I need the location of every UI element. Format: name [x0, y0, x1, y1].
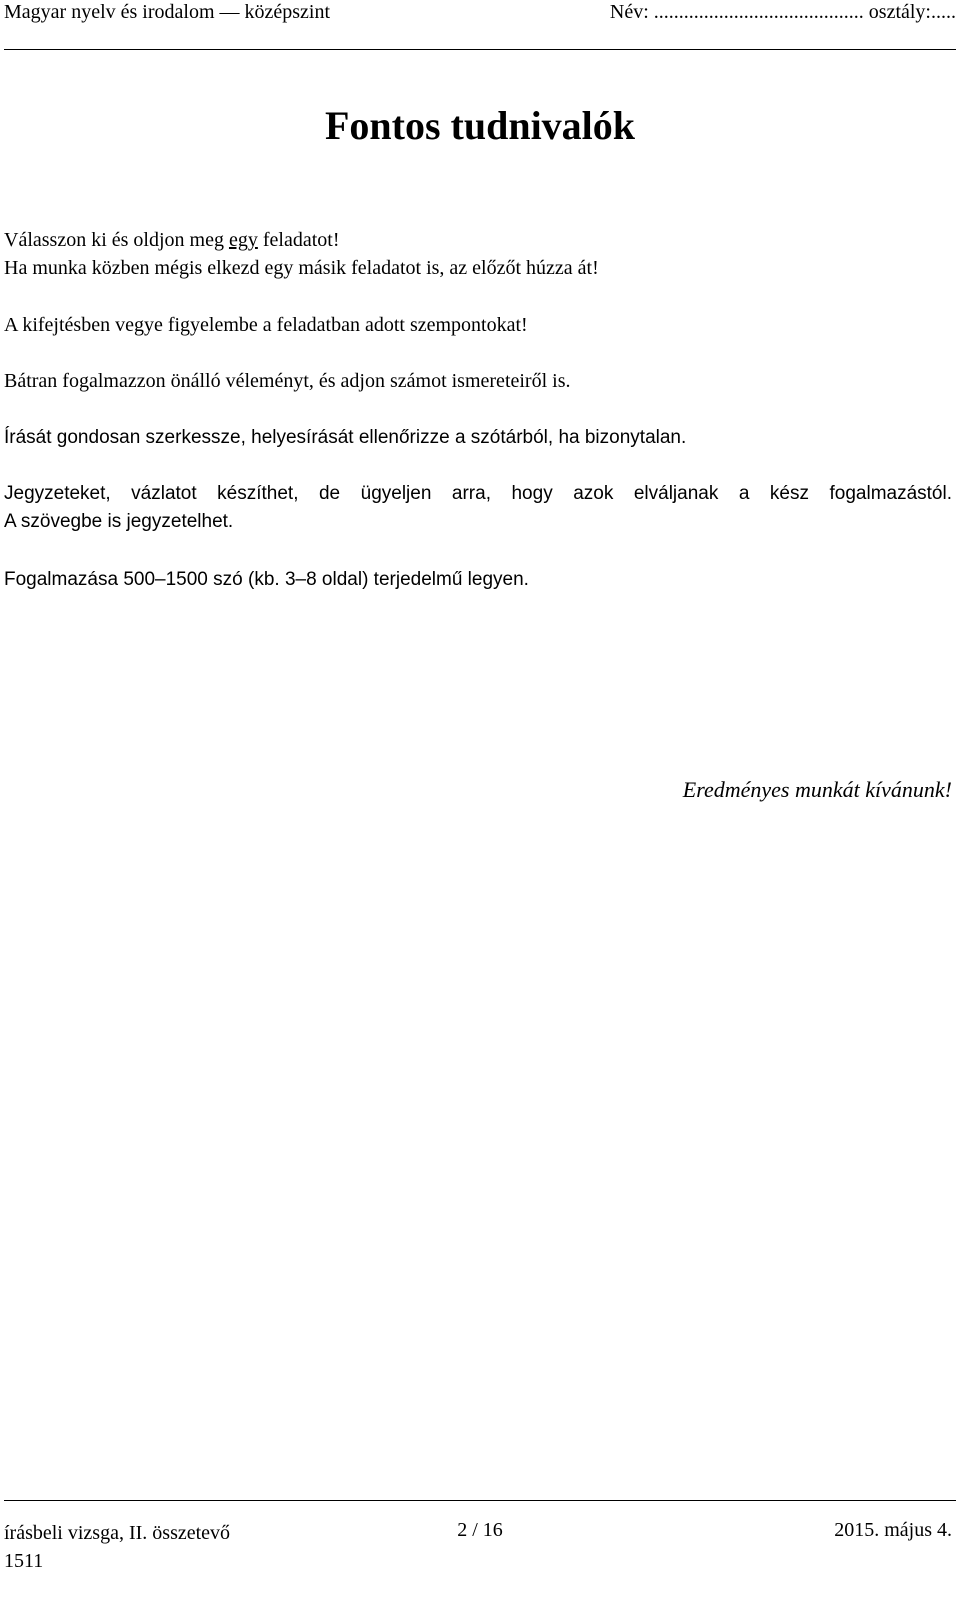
- instruction-line-7: Fogalmazása 500–1500 szó (kb. 3–8 oldal) terjedelmű legyen.: [4, 569, 529, 590]
- header-rule: [4, 49, 956, 50]
- instruction-block-1: [4, 226, 952, 282]
- instruction-line-4: Bátran fogalmazzon önálló véleményt, és adjon számot ismereteiről is.: [4, 370, 571, 392]
- instruction-line-1: Válasszon ki és oldjon meg egy feladatot!: [4, 229, 340, 251]
- footer-exam: írásbeli vizsga, II. összetevő: [4, 1522, 231, 1544]
- instruction-line-6b: A szövegbe is jegyzetelhet.: [4, 511, 234, 532]
- name-label: Név:: [609, 1, 649, 23]
- footer-page-number: 2 / 16: [457, 1519, 503, 1541]
- emphasis-egy: egy: [228, 229, 258, 251]
- instruction-line-6a: Jegyzeteket, vázlatot készíthet, de ügyeljen arra, hogy azok elváljanak a kész fogalmazástól.: [4, 483, 952, 504]
- footer-date: 2015. május 4.: [834, 1519, 952, 1541]
- instruction-line-2: Ha munka közben mégis elkezd egy másik feladatot is, az előzőt húzza át!: [4, 257, 599, 279]
- footer-rule: [4, 1500, 956, 1501]
- class-dots: .....: [931, 1, 956, 23]
- instruction-line-3: A kifejtésben vegye figyelembe a feladatban adott szempontokat!: [4, 314, 528, 336]
- class-label: osztály:: [868, 1, 931, 23]
- header-student-fields: [610, 1, 956, 24]
- instruction-line-5: Írását gondosan szerkessze, helyesírását ellenőrizze a szótárból, ha bizonytalan.: [4, 427, 687, 448]
- instruction-block-notes: [4, 480, 952, 536]
- name-dots: ..........................................: [653, 1, 864, 23]
- closing-wish: Eredményes munkát kívánunk!: [682, 777, 952, 802]
- header-subject: Magyar nyelv és irodalom — középszint: [4, 1, 331, 23]
- page-title: Fontos tudnivalók: [324, 103, 636, 148]
- footer-code: 1511: [4, 1550, 44, 1572]
